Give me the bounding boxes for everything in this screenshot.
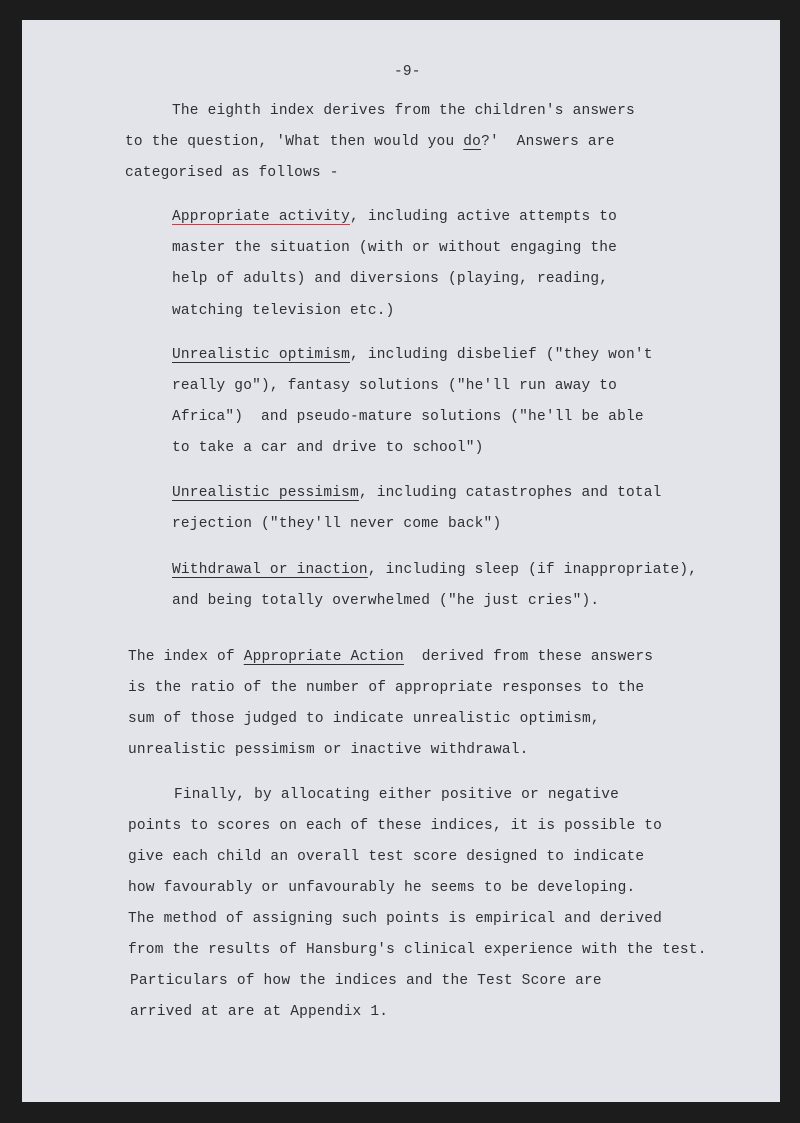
- category-text: , including catastrophes and total: [358, 485, 662, 501]
- para3-line: Particulars of how the indices and the Test Score are: [130, 973, 602, 989]
- category-line: Africa") and pseudo-mature solutions ("he'll be able: [172, 409, 644, 425]
- appropriate-action-underlined: Appropriate Action: [243, 649, 404, 665]
- page-number: -9-: [394, 64, 421, 80]
- para3-line: arrived at are at Appendix 1.: [130, 1004, 389, 1020]
- category-line: watching television etc.): [172, 303, 395, 319]
- category-title: Unrealistic optimism: [172, 347, 351, 363]
- para1-line2-end: ?' Answers are: [481, 134, 615, 150]
- category-line: and being totally overwhelmed ("he just cries").: [172, 593, 600, 609]
- para3-line: from the results of Hansburg's clinical experience with the test.: [128, 942, 707, 958]
- para2-line2: is the ratio of the number of appropriate responses to the: [128, 680, 645, 696]
- category-appropriate-activity-line1: [172, 210, 617, 225]
- para2-line4: unrealistic pessimism or inactive withdrawal.: [128, 742, 529, 758]
- para2-line3: sum of those judged to indicate unrealistic optimism,: [128, 711, 600, 727]
- para3-line: The method of assigning such points is empirical and derived: [128, 911, 663, 927]
- para1-do-underlined: do: [463, 134, 482, 150]
- para3-line: how favourably or unfavourably he seems to be developing.: [128, 880, 636, 896]
- category-line: really go"), fantasy solutions ("he'll run away to: [172, 378, 618, 394]
- para3-line: points to scores on each of these indices, it is possible to: [128, 818, 663, 834]
- category-title: Appropriate activity: [172, 209, 351, 225]
- para1-line1: The eighth index derives from the children's answers: [172, 103, 635, 119]
- category-line: rejection ("they'll never come back"): [172, 516, 502, 532]
- category-text: , including sleep (if inappropriate),: [367, 562, 698, 578]
- category-line: to take a car and drive to school"): [172, 440, 484, 456]
- para1-line2-start: to the question, 'What then would you: [125, 134, 464, 150]
- para1-line3: categorised as follows -: [125, 165, 339, 181]
- category-withdrawal-line1: [172, 563, 697, 578]
- document-page: [22, 20, 780, 1102]
- para2-line1-end: derived from these answers: [403, 649, 654, 665]
- category-title: Unrealistic pessimism: [172, 485, 359, 501]
- category-text: , including disbelief ("they won't: [350, 347, 653, 363]
- para3-line: give each child an overall test score designed to indicate: [128, 849, 645, 865]
- category-text: , including active attempts to: [350, 209, 618, 225]
- category-unrealistic-optimism-line1: [172, 348, 653, 363]
- category-title: Withdrawal or inaction: [172, 562, 368, 578]
- category-line: help of adults) and diversions (playing, reading,: [172, 271, 609, 287]
- para2-line1-start: The index of: [128, 649, 244, 665]
- para1-line2: [125, 135, 615, 150]
- category-unrealistic-pessimism-line1: [172, 486, 662, 501]
- para2-line1: [128, 650, 653, 665]
- category-line: master the situation (with or without engaging the: [172, 240, 618, 256]
- para3-line: Finally, by allocating either positive or negative: [174, 787, 620, 803]
